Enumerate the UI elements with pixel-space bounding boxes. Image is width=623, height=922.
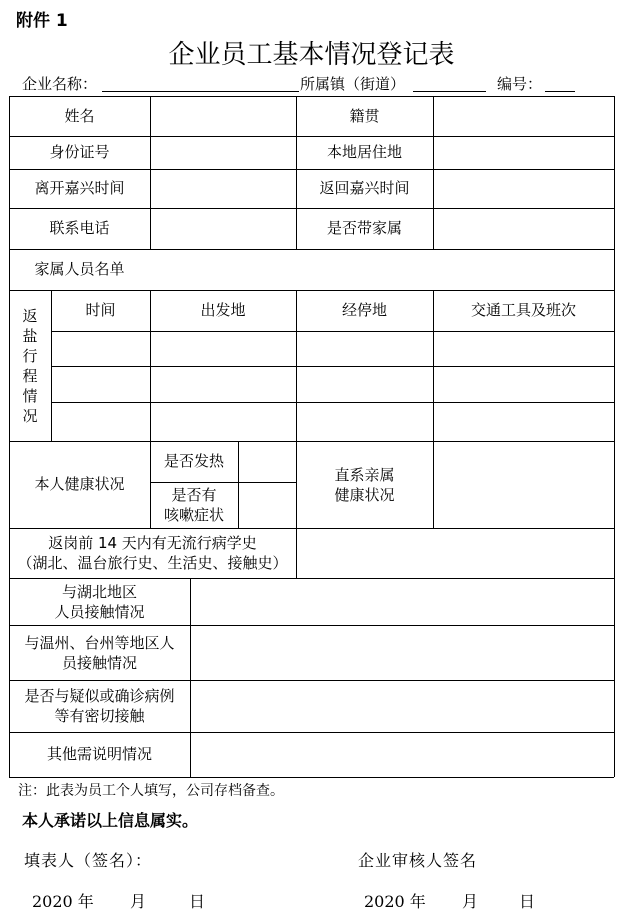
leave-time-input[interactable]	[150, 169, 296, 208]
phone-input[interactable]	[150, 208, 296, 249]
fever-label: 是否发热	[163, 452, 224, 470]
number-label: 编号：	[497, 75, 543, 93]
epi-history-input[interactable]	[296, 528, 614, 578]
company-name-field[interactable]	[102, 91, 299, 92]
number-field[interactable]	[545, 91, 575, 92]
hubei-contact-line1: 与湖北地区	[61, 582, 137, 601]
cough-label	[150, 482, 238, 528]
return-time-input[interactable]	[433, 169, 614, 208]
footer-note: 注：此表为员工个人填写，公司存档备查。	[18, 783, 284, 799]
cough-label-line2: 咳嗽症状	[163, 506, 224, 524]
reviewer-date-month: 月	[462, 892, 479, 911]
reviewer-date-day: 日	[519, 892, 536, 911]
attachment-label: 附件 1	[16, 11, 68, 31]
reviewer-date-year: 2020 年	[364, 892, 426, 911]
other-notes-input[interactable]	[190, 732, 614, 777]
return-time-label: 返回嘉兴时间	[319, 179, 410, 197]
close-contact-line1: 是否与疑似或确诊病例	[24, 687, 175, 705]
trip-transport-header: 交通工具及班次	[470, 301, 576, 319]
trip-row-3[interactable]	[51, 402, 614, 441]
close-contact-input[interactable]	[190, 680, 614, 732]
filler-date-year: 2020 年	[32, 892, 94, 911]
trip-section-label	[9, 290, 51, 441]
wenzhou-contact-line2: 员接触情况	[61, 653, 137, 672]
filler-date-month: 月	[130, 892, 147, 911]
hubei-contact-input[interactable]	[190, 578, 614, 625]
cough-label-line1: 是否有	[171, 486, 217, 504]
relatives-health-line1: 直系亲属	[334, 465, 395, 484]
wenzhou-contact-input[interactable]	[190, 625, 614, 680]
trip-label-char: 返	[22, 306, 38, 325]
epi-history-line2: （湖北、温台旅行史、生活史、接触史）	[17, 554, 288, 572]
trip-via-header: 经停地	[341, 301, 387, 319]
filler-signature-label: 填表人（签名）：	[24, 851, 153, 870]
id-number-input[interactable]	[150, 136, 296, 169]
with-family-input[interactable]	[433, 208, 614, 249]
self-health-label: 本人健康状况	[34, 475, 125, 493]
local-address-label: 本地居住地	[326, 143, 402, 161]
trip-label-char: 程	[22, 366, 38, 385]
trip-row-1[interactable]	[51, 331, 614, 366]
close-contact-line2: 等有密切接触	[54, 707, 145, 725]
family-list-label: 家属人员名单	[34, 260, 125, 278]
phone-label: 联系电话	[49, 219, 110, 237]
town-label: 所属镇（街道）	[300, 75, 406, 93]
relatives-health-line2: 健康状况	[334, 485, 395, 504]
family-list-input[interactable]	[150, 249, 614, 290]
hubei-contact-label	[9, 578, 190, 625]
town-field[interactable]	[413, 91, 486, 92]
promise-statement: 本人承诺以上信息属实。	[22, 811, 199, 830]
cough-input[interactable]	[238, 482, 296, 528]
trip-departure-header: 出发地	[200, 301, 246, 319]
trip-time-header: 时间	[85, 301, 116, 319]
id-number-label: 身份证号	[49, 143, 110, 161]
hubei-contact-line2: 人员接触情况	[54, 602, 145, 621]
epi-history-line1: 返岗前 14 天内有无流行病学史	[48, 534, 257, 552]
other-notes-label: 其他需说明情况	[46, 745, 152, 763]
local-address-input[interactable]	[433, 136, 614, 169]
leave-time-label: 离开嘉兴时间	[34, 179, 125, 197]
company-name-label: 企业名称：	[22, 75, 98, 93]
name-input[interactable]	[150, 96, 296, 136]
trip-label-char: 情	[22, 386, 38, 405]
native-place-input[interactable]	[433, 96, 614, 136]
trip-label-char: 况	[22, 406, 38, 425]
with-family-label: 是否带家属	[326, 219, 402, 237]
native-place-label: 籍贯	[349, 106, 380, 125]
form-title: 企业员工基本情况登记表	[168, 40, 455, 70]
wenzhou-contact-label	[9, 625, 190, 680]
trip-label-char: 盐	[22, 326, 38, 345]
wenzhou-contact-line1: 与温州、台州等地区人	[24, 633, 175, 652]
relatives-health-label	[296, 441, 433, 528]
reviewer-signature-label: 企业审核人签名	[358, 851, 478, 870]
trip-row-2[interactable]	[51, 366, 614, 402]
name-label: 姓名	[64, 106, 95, 125]
close-contact-label	[9, 680, 190, 732]
filler-date-day: 日	[189, 892, 206, 911]
epi-history-label	[9, 528, 296, 578]
trip-label-char: 行	[22, 346, 38, 365]
relatives-health-input[interactable]	[433, 441, 614, 528]
fever-input[interactable]	[238, 441, 296, 482]
